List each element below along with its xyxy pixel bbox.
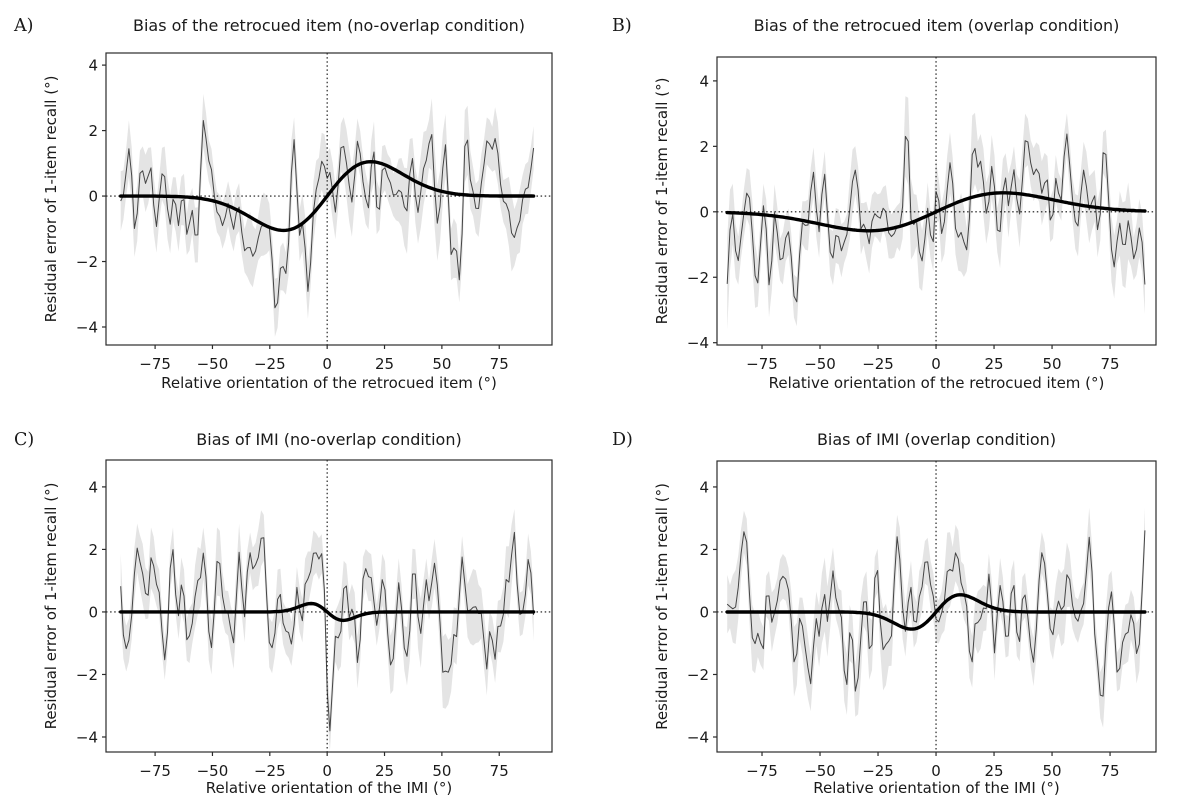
panel-c-letter: C) bbox=[14, 430, 35, 450]
panel-d-ytick-label-4: 4 bbox=[699, 478, 709, 497]
panel-d-title: Bias of IMI (overlap condition) bbox=[816, 430, 1057, 449]
panel-b-ytick-label-3: 2 bbox=[699, 137, 709, 156]
panel-a-title: Bias of the retrocued item (no-overlap condition) bbox=[132, 16, 526, 35]
panel-a-letter: A) bbox=[14, 16, 34, 36]
panel-b-cell bbox=[600, 0, 1200, 406]
panel-a-ytick-label-0: −4 bbox=[75, 318, 98, 337]
panel-d-ytick-label-2: 0 bbox=[699, 603, 709, 622]
panel-c-xlabel: Relative orientation of the IMI (°) bbox=[205, 779, 453, 797]
panel-d-xtick-label-5: 50 bbox=[1042, 762, 1062, 780]
panel-c-ytick-label-3: 2 bbox=[88, 540, 98, 559]
panel-b-xtick-label-3: 0 bbox=[931, 355, 941, 373]
panel-c-ylabel: Residual error of 1-item recall (°) bbox=[42, 482, 60, 730]
panel-c-chart bbox=[0, 406, 600, 812]
panel-a-xtick-label-0: −75 bbox=[139, 355, 171, 373]
panel-d-xtick-label-1: −50 bbox=[804, 762, 836, 780]
panel-c-title: Bias of IMI (no-overlap condition) bbox=[196, 430, 462, 449]
panel-b-ylabel: Residual error of 1-item recall (°) bbox=[653, 77, 671, 325]
panel-b-xtick-label-0: −75 bbox=[746, 355, 778, 373]
panel-a-ytick-label-2: 0 bbox=[88, 187, 98, 206]
panel-d-xlabel: Relative orientation of the IMI (°) bbox=[813, 779, 1060, 797]
panel-d-xtick-label-4: 25 bbox=[984, 762, 1004, 780]
panel-c-ytick-label-2: 0 bbox=[88, 603, 98, 622]
panel-c-xtick-label-4: 25 bbox=[374, 762, 395, 780]
panel-b-xtick-label-4: 25 bbox=[984, 355, 1004, 373]
panel-c-xtick-label-5: 50 bbox=[432, 762, 452, 780]
panel-d-xtick-label-0: −75 bbox=[746, 762, 778, 780]
panel-a-ytick-label-1: −2 bbox=[75, 253, 98, 272]
panel-b-xtick-label-6: 75 bbox=[1100, 355, 1120, 373]
panel-a-ytick-label-3: 2 bbox=[88, 122, 98, 141]
panel-b-xlabel: Relative orientation of the retrocued item (°) bbox=[768, 374, 1105, 392]
panel-c-xtick-label-2: −25 bbox=[253, 762, 286, 780]
panel-c-cell bbox=[0, 406, 600, 812]
panel-a-ytick-label-4: 4 bbox=[88, 56, 98, 75]
panel-d-ytick-label-0: −4 bbox=[686, 728, 709, 747]
panel-a-ylabel: Residual error of 1-item recall (°) bbox=[42, 75, 60, 323]
panel-d-xtick-label-3: 0 bbox=[931, 762, 941, 780]
panel-b-ytick-label-0: −4 bbox=[686, 334, 709, 353]
panel-a-xtick-label-3: 0 bbox=[322, 355, 332, 373]
panel-a-xlabel: Relative orientation of the retrocued item (°) bbox=[161, 374, 497, 392]
panel-b-ytick-label-1: −2 bbox=[686, 268, 709, 287]
panel-d-xtick-label-2: −25 bbox=[862, 762, 894, 780]
panel-d-ytick-label-1: −2 bbox=[686, 665, 709, 684]
panel-b-letter: B) bbox=[612, 16, 632, 36]
panel-a-xtick-label-5: 50 bbox=[432, 355, 452, 373]
panel-d-xtick-label-6: 75 bbox=[1100, 762, 1120, 780]
panel-b-ytick-label-4: 4 bbox=[699, 72, 709, 91]
panel-c-xtick-label-6: 75 bbox=[489, 762, 509, 780]
panel-d-ytick-label-3: 2 bbox=[699, 540, 709, 559]
panel-a-xtick-label-1: −50 bbox=[196, 355, 229, 373]
panel-d-cell bbox=[600, 406, 1200, 812]
panel-b-xtick-label-1: −50 bbox=[804, 355, 836, 373]
panel-c-ytick-label-4: 4 bbox=[88, 478, 98, 497]
panel-b-title: Bias of the retrocued item (overlap condition) bbox=[753, 16, 1120, 35]
panel-c-xtick-label-3: 0 bbox=[322, 762, 332, 780]
panel-d-letter: D) bbox=[612, 430, 633, 450]
panel-d-chart bbox=[600, 406, 1200, 812]
panel-c-ytick-label-1: −2 bbox=[75, 665, 98, 684]
panel-a-xtick-label-2: −25 bbox=[253, 355, 286, 373]
panel-b-ytick-label-2: 0 bbox=[699, 203, 709, 222]
panel-b-chart bbox=[600, 0, 1200, 406]
panel-c-xtick-label-1: −50 bbox=[196, 762, 229, 780]
panel-c-ytick-label-0: −4 bbox=[75, 728, 98, 747]
panel-b-xtick-label-2: −25 bbox=[862, 355, 894, 373]
panel-a-chart bbox=[0, 0, 600, 406]
panel-a-cell bbox=[0, 0, 600, 406]
panel-a-xtick-label-6: 75 bbox=[489, 355, 509, 373]
panel-c-xtick-label-0: −75 bbox=[139, 762, 171, 780]
panel-d-ylabel: Residual error of 1-item recall (°) bbox=[653, 483, 671, 730]
panel-a-xtick-label-4: 25 bbox=[374, 355, 395, 373]
panel-b-xtick-label-5: 50 bbox=[1042, 355, 1062, 373]
